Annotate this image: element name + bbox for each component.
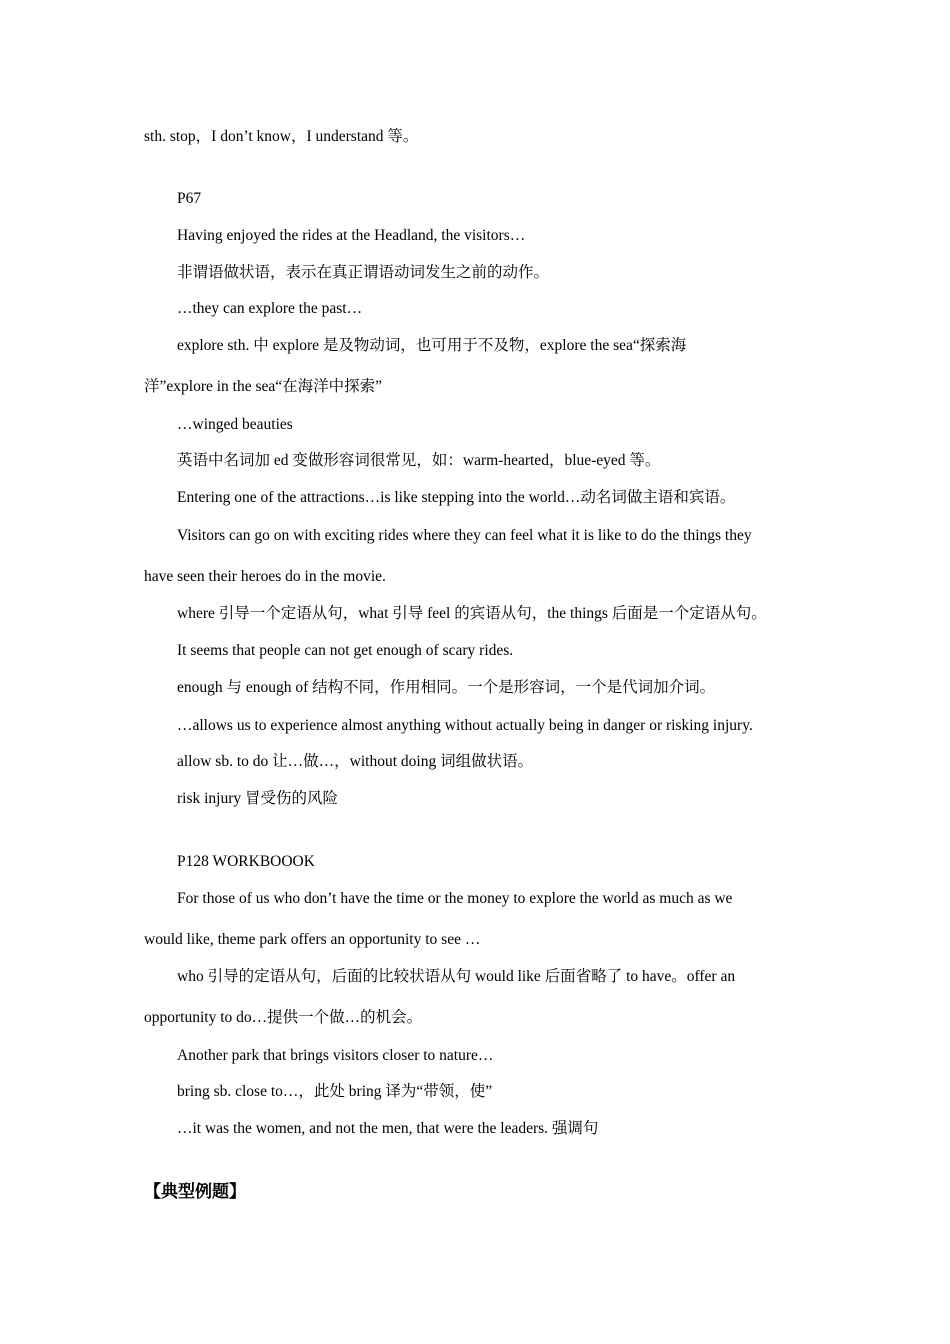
text-line: For those of us who don’t have the time or the money to explore the world as much as we xyxy=(177,890,733,907)
text-line: It seems that people can not get enough of scary rides. xyxy=(177,642,514,659)
text-line: Visitors can go on with exciting rides where they can feel what it is like to do the things they xyxy=(177,527,752,544)
section-heading: 【典型例题】 xyxy=(144,1182,246,1201)
text-line: would like, theme park offers an opportunity to see … xyxy=(144,931,481,948)
text-line: …winged beauties xyxy=(177,416,293,433)
text-line: risk injury 冒受伤的风险 xyxy=(177,790,339,807)
text-line: opportunity to do…提供一个做…的机会。 xyxy=(144,1009,423,1026)
text-line: enough 与 enough of 结构不同，作用相同。一个是形容词，一个是代词加介词。 xyxy=(177,679,716,696)
text-line: Another park that brings visitors closer to nature… xyxy=(177,1047,494,1064)
text-line: Having enjoyed the rides at the Headland, the visitors… xyxy=(177,227,526,244)
text-line: …they can explore the past… xyxy=(177,300,363,317)
text-line: …it was the women, and not the men, that were the leaders. 强调句 xyxy=(177,1120,599,1137)
text-line: Entering one of the attractions…is like stepping into the world…动名词做主语和宾语。 xyxy=(177,489,736,506)
text-line: sth. stop，I don’t know，I understand 等。 xyxy=(144,128,419,145)
section-label: P128 WORKBOOOK xyxy=(177,853,315,870)
text-line: bring sb. close to…，此处 bring 译为“带领，使” xyxy=(177,1083,493,1100)
text-line: 非谓语做状语，表示在真正谓语动词发生之前的动作。 xyxy=(177,264,550,281)
text-line: explore sth. 中 explore 是及物动词，也可用于不及物，explore the sea“探索海 xyxy=(177,337,687,354)
text-line: have seen their heroes do in the movie. xyxy=(144,568,386,585)
text-line: allow sb. to do 让…做…，without doing 词组做状语。 xyxy=(177,753,534,770)
text-line: where 引导一个定语从句，what 引导 feel 的宾语从句，the things 后面是一个定语从句。 xyxy=(177,605,767,622)
text-line: who 引导的定语从句，后面的比较状语从句 would like 后面省略了 to have。offer an xyxy=(177,968,736,985)
text-line: 英语中名词加 ed 变做形容词很常见，如：warm-hearted，blue-eyed 等。 xyxy=(177,452,661,469)
text-line: 洋”explore in the sea“在海洋中探索” xyxy=(144,378,383,395)
text-line: …allows us to experience almost anything without actually being in danger or risking injury. xyxy=(177,717,753,734)
section-label: P67 xyxy=(177,190,202,207)
